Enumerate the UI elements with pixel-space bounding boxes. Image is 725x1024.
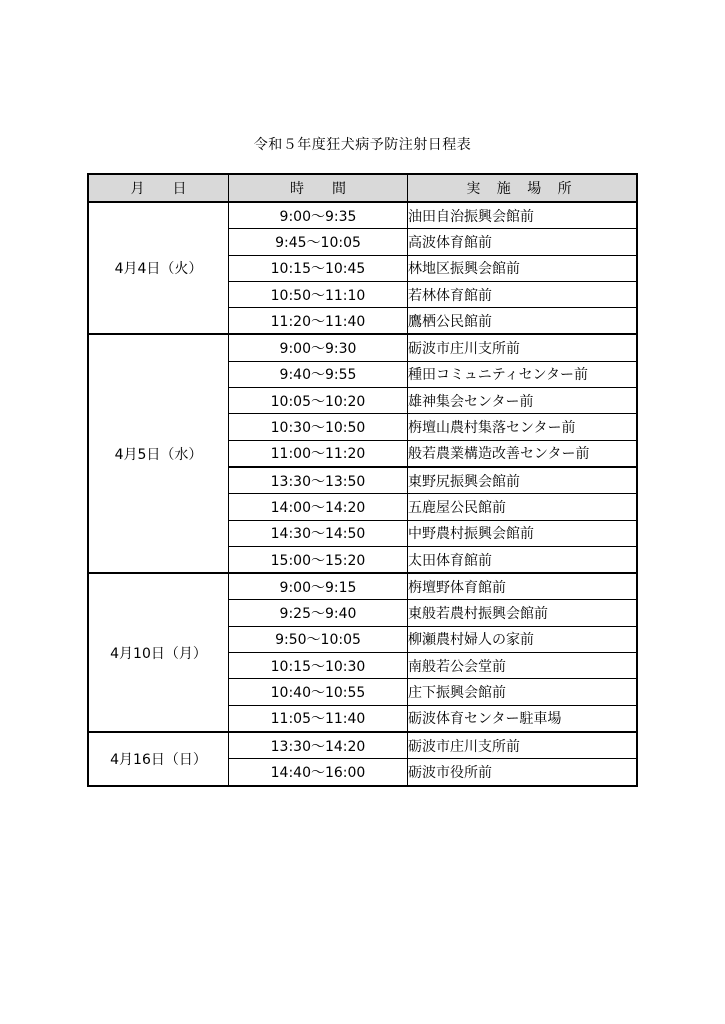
time-cell: 9:50～10:05 [229,626,408,652]
header-place [408,174,638,202]
place-cell: 太田体育館前 [408,546,638,573]
header-date: 月 日 [88,174,229,202]
place-cell: 雄神集会センター前 [408,388,638,414]
time-cell: 10:50～11:10 [229,281,408,307]
place-cell: 柳瀬農村婦人の家前 [408,626,638,652]
time-cell: 10:15～10:30 [229,653,408,679]
place-cell: 栴壇野体育館前 [408,573,638,600]
date-cell: 4月10日（月） [88,573,229,732]
table-row [88,732,637,759]
place-cell: 砺波市役所前 [408,759,638,786]
schedule-table [87,173,638,787]
table-row [88,334,637,361]
place-cell: 砺波市庄川支所前 [408,732,638,759]
time-cell: 14:30～14:50 [229,520,408,546]
time-cell: 9:45～10:05 [229,229,408,255]
time-cell: 9:00～9:30 [229,334,408,361]
time-cell: 10:40～10:55 [229,679,408,705]
place-cell: 南般若公会堂前 [408,653,638,679]
time-cell: 10:05～10:20 [229,388,408,414]
place-cell: 鷹栖公民館前 [408,308,638,335]
place-cell: 般若農業構造改善センター前 [408,440,638,467]
place-cell: 砺波市庄川支所前 [408,334,638,361]
time-cell: 11:00～11:20 [229,440,408,467]
time-cell: 11:20～11:40 [229,308,408,335]
time-cell: 13:30～14:20 [229,732,408,759]
date-cell: 4月16日（日） [88,732,229,786]
time-cell: 9:25～9:40 [229,600,408,626]
date-cell: 4月5日（水） [88,334,229,573]
place-cell: 中野農村振興会館前 [408,520,638,546]
place-cell: 五鹿屋公民館前 [408,494,638,520]
time-cell: 15:00～15:20 [229,546,408,573]
time-cell: 10:15～10:45 [229,255,408,281]
table-header-row [88,174,637,202]
time-cell: 14:40～16:00 [229,759,408,786]
table-row [88,202,637,229]
place-cell: 種田コミュニティセンター前 [408,361,638,387]
place-cell: 林地区振興会館前 [408,255,638,281]
table-row [88,573,637,600]
place-cell: 庄下振興会館前 [408,679,638,705]
place-cell: 栴壇山農村集落センター前 [408,414,638,440]
time-cell: 9:00～9:15 [229,573,408,600]
time-cell: 9:40～9:55 [229,361,408,387]
place-cell: 東野尻振興会館前 [408,467,638,494]
schedule-body [88,202,637,786]
header-time: 時 間 [229,174,408,202]
place-cell: 高波体育館前 [408,229,638,255]
time-cell: 10:30～10:50 [229,414,408,440]
time-cell: 13:30～13:50 [229,467,408,494]
place-cell: 砺波体育センター駐車場 [408,705,638,732]
place-cell: 東般若農村振興会館前 [408,600,638,626]
time-cell: 9:00～9:35 [229,202,408,229]
place-cell: 若林体育館前 [408,281,638,307]
page-title: 令和５年度狂犬病予防注射日程表 [253,137,472,153]
time-cell: 11:05～11:40 [229,705,408,732]
place-cell: 油田自治振興会館前 [408,202,638,229]
date-cell: 4月4日（火） [88,202,229,334]
time-cell: 14:00～14:20 [229,494,408,520]
header-place-label: 実 施 場 所 [466,181,578,197]
